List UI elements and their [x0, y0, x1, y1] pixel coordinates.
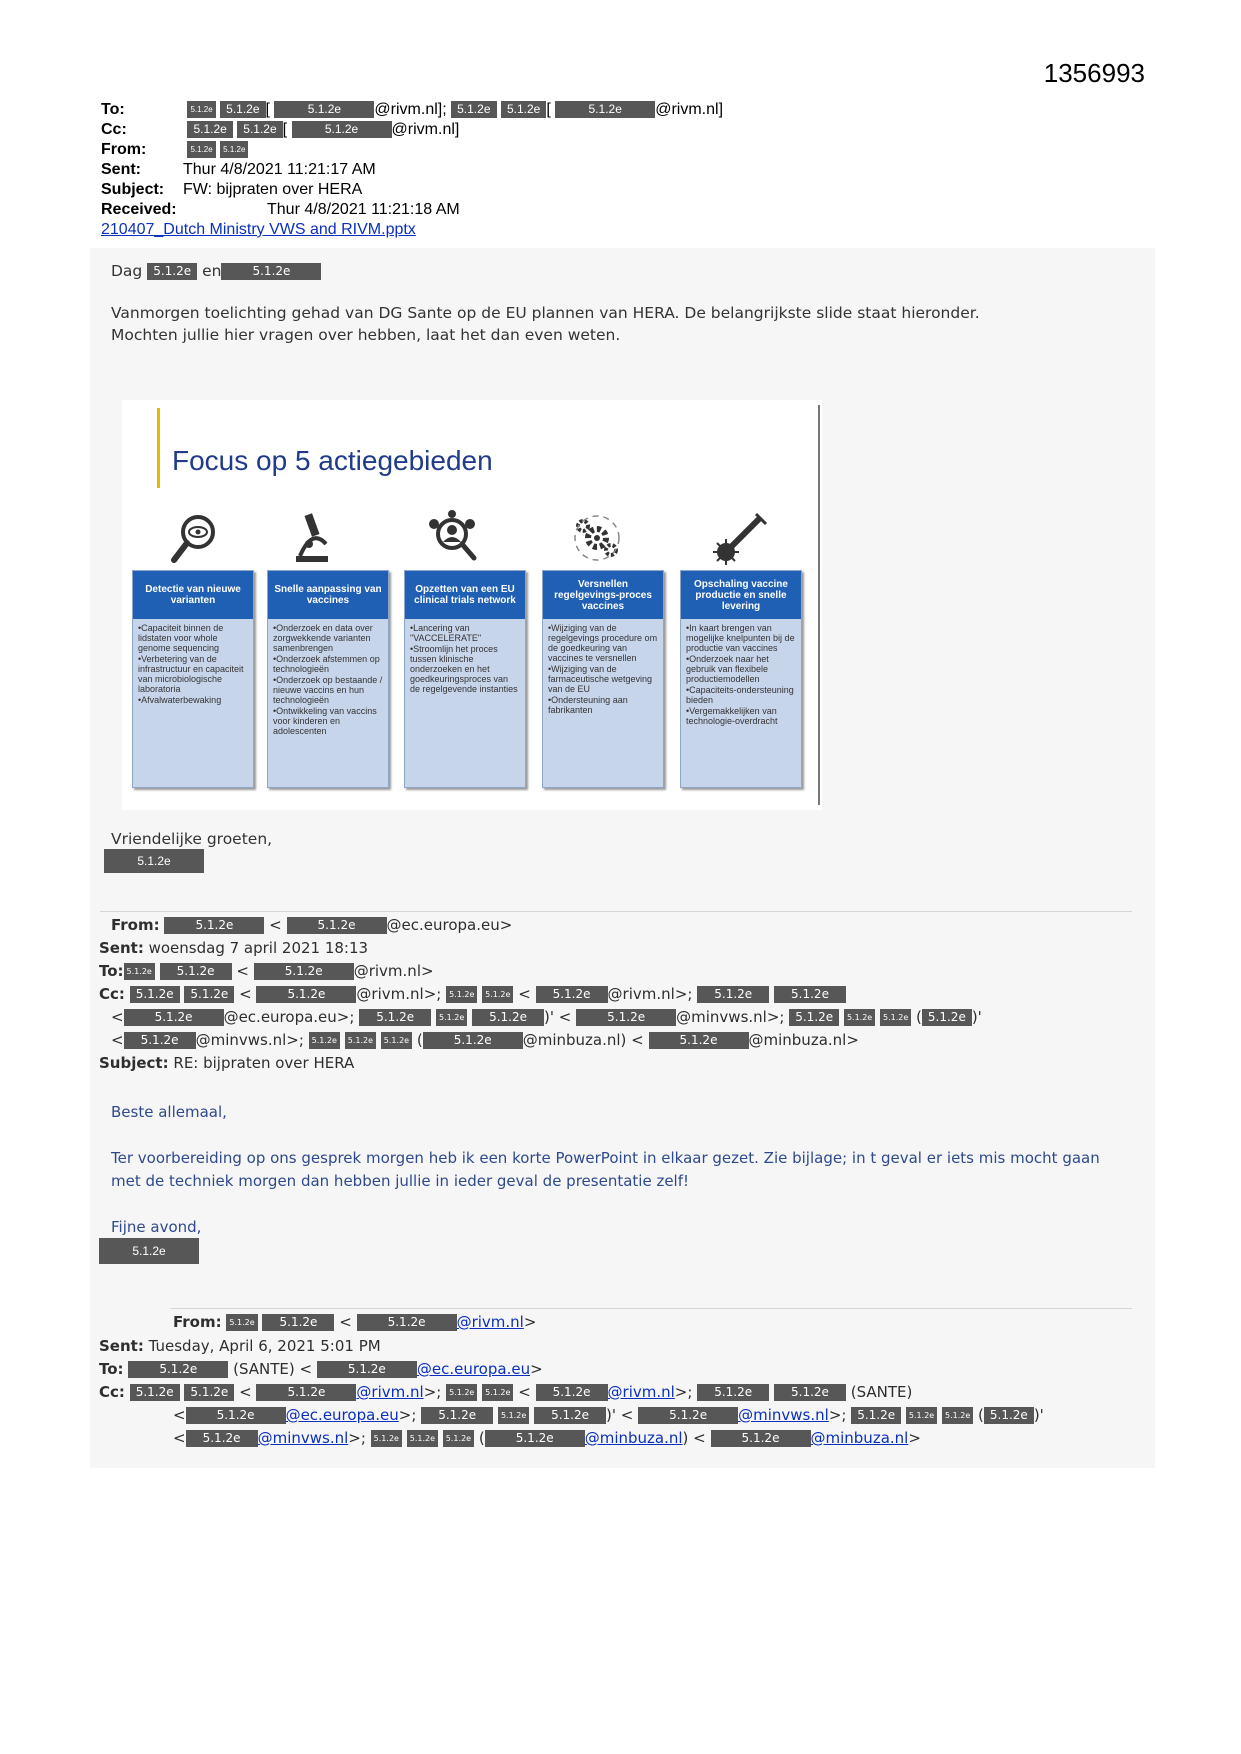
redaction: 5.1.2e — [187, 141, 215, 158]
from-domain: @ec.europa.eu> — [386, 916, 513, 934]
msg3-cc-line2: < 5.1.2e @ec.europa.eu>; 5.1.2e 5.1.2e 5.1.2e )' < 5.1.2e @minvws.nl>; 5.1.2e 5.1.2e 5.1.2e ( 5.1.2e )' — [173, 1406, 1044, 1424]
sent-value: woensdag 7 april 2021 18:13 — [148, 939, 369, 957]
card-heading: Opschaling vaccine productie en snelle levering — [681, 571, 801, 619]
card-items — [133, 619, 253, 710]
msg2-to: To: 5.1.2e 5.1.2e < 5.1.2e @rivm.nl> — [99, 962, 434, 980]
redaction: 5.1.2e — [774, 986, 846, 1003]
cc-domain: @ec.europa.eu>; — [223, 1008, 355, 1026]
subject-label: Subject: — [99, 1054, 169, 1072]
card-item: •Verbetering van de infrastructuur en capaciteit van microbiologische laboratoria — [138, 654, 244, 694]
redaction: 5.1.2e — [124, 1032, 196, 1049]
from-label: From: — [101, 141, 147, 158]
card-item: •Wijziging van de farmaceutische wetgeving van de EU — [548, 664, 653, 694]
body-line-2: Mochten jullie hier vragen over hebben, laat het dan even weten. — [111, 326, 621, 344]
redaction: 5.1.2e — [536, 986, 608, 1003]
cc-domain: @rivm.nl>; — [607, 985, 693, 1003]
sent-label: Sent: — [99, 939, 144, 957]
redaction: 5.1.2e — [164, 917, 264, 934]
card-item: •Stroomlijn het proces tussen klinische onderzoeken en het goedkeuringsproces van de regelgevende instanties — [410, 644, 518, 694]
redaction: 5.1.2e — [942, 1407, 973, 1424]
redaction: 5.1.2e — [472, 1009, 544, 1026]
msg2-closing: Fijne avond, — [111, 1218, 202, 1236]
redaction: 5.1.2e — [221, 263, 321, 280]
card-item: •Capaciteits-ondersteuning bieden — [686, 685, 794, 705]
subject-value: RE: bijpraten over HERA — [173, 1054, 355, 1072]
subject-label: Subject: — [101, 181, 165, 198]
card-item: •Vergemakkelijken van technologie-overdracht — [686, 706, 778, 726]
action-card — [404, 570, 526, 788]
redaction: 5.1.2e — [407, 1430, 438, 1447]
redaction: 5.1.2e — [317, 1361, 417, 1378]
redaction: 5.1.2e — [237, 121, 282, 138]
to-domain: @rivm.nl] — [655, 101, 724, 118]
redaction: 5.1.2e — [147, 263, 197, 280]
card-item: •Ondersteuning aan fabrikanten — [548, 695, 628, 715]
msg2-sent — [99, 937, 368, 960]
from-label: From: — [173, 1313, 222, 1331]
separator — [100, 911, 1132, 912]
cc-label: Cc: — [99, 985, 125, 1003]
redaction: 5.1.2e — [130, 1384, 180, 1401]
action-card — [132, 570, 254, 788]
redaction: 5.1.2e — [220, 141, 248, 158]
redaction: 5.1.2e — [186, 1430, 258, 1447]
email-link[interactable]: @rivm.nl — [456, 1313, 524, 1331]
card-item: •Lancering van "VACCELERATE" — [410, 623, 482, 643]
msg2-cc-line2: < 5.1.2e @ec.europa.eu>; 5.1.2e 5.1.2e 5.1.2e )' < 5.1.2e @minvws.nl>; 5.1.2e 5.1.2e 5.1.2e ( 5.1.2e )' — [111, 1008, 982, 1026]
redaction: 5.1.2e — [371, 1430, 402, 1447]
to-label: To: — [99, 962, 124, 980]
redaction: 5.1.2e — [922, 1009, 972, 1026]
card-items — [543, 619, 663, 720]
msg3-to: To: 5.1.2e (SANTE) < 5.1.2e @ec.europa.eu> — [99, 1360, 543, 1378]
separator — [170, 1308, 1132, 1309]
header-received — [101, 200, 460, 220]
email-link[interactable]: @minbuza.nl — [584, 1429, 683, 1447]
to-domain: @rivm.nl> — [353, 962, 434, 980]
to-label: To: — [101, 101, 125, 118]
card-heading: Versnellen regelgevings-proces vaccines — [543, 571, 663, 619]
header-from — [101, 140, 248, 160]
people-search-icon — [422, 508, 482, 568]
redaction: 5.1.2e — [256, 986, 356, 1003]
redaction: 5.1.2e — [292, 121, 392, 138]
redaction: 5.1.2e — [649, 1032, 749, 1049]
redaction: 5.1.2e — [451, 101, 496, 118]
redaction: 5.1.2e — [359, 1009, 431, 1026]
msg2-from: From: 5.1.2e < 5.1.2e @ec.europa.eu> — [111, 916, 513, 934]
card-heading: Opzetten van een EU clinical trials network — [405, 571, 525, 619]
redaction: 5.1.2e — [482, 1384, 513, 1401]
redaction: 5.1.2e — [576, 1009, 676, 1026]
card-item: •Afvalwaterbewaking — [138, 695, 222, 705]
cc-label: Cc: — [99, 1383, 125, 1401]
redaction: 5.1.2e — [104, 849, 204, 873]
cc-domain: @minvws.nl>; — [195, 1031, 304, 1049]
cc-domain: @minvws.nl>; — [676, 1008, 785, 1026]
action-card — [542, 570, 664, 788]
card-heading: Detectie van nieuwe varianten — [133, 571, 253, 619]
header-cc: Cc: 5.1.2e 5.1.2e [ 5.1.2e @rivm.nl] — [101, 121, 460, 138]
msg3-cc: Cc: 5.1.2e 5.1.2e < 5.1.2e @rivm.nl>; 5.1.2e 5.1.2e < 5.1.2e @rivm.nl>; 5.1.2e 5.1.2e (SANTE) — [99, 1383, 913, 1401]
redaction: 5.1.2e — [501, 101, 546, 118]
redaction: 5.1.2e — [851, 1407, 901, 1424]
redaction: 5.1.2e — [697, 986, 769, 1003]
redaction: 5.1.2e — [446, 1384, 477, 1401]
redaction: 5.1.2e — [880, 1009, 911, 1026]
card-item: •Wijziging van de regelgevings procedure om de goedkeuring van vaccines te versnellen — [548, 623, 658, 663]
to-domain: @rivm.nl]; — [374, 101, 447, 118]
msg3-cc-line3: < 5.1.2e @minvws.nl>; 5.1.2e 5.1.2e 5.1.2e ( 5.1.2e @minbuza.nl) < 5.1.2e @minbuza.nl> — [173, 1429, 921, 1447]
card-item: •Ontwikkeling van vaccins voor kinderen en adolescenten — [273, 706, 377, 736]
email-link[interactable]: @minvws.nl — [257, 1429, 349, 1447]
document-number: 1356993 — [1043, 58, 1145, 88]
redaction: 5.1.2e — [789, 1009, 839, 1026]
to-label: To: — [99, 1360, 124, 1378]
redaction: 5.1.2e — [697, 1384, 769, 1401]
cc-label: Cc: — [101, 121, 127, 138]
redaction: 5.1.2e — [184, 986, 234, 1003]
redaction: 5.1.2e — [274, 101, 374, 118]
redaction: 5.1.2e — [485, 1430, 585, 1447]
sent-label: Sent: — [99, 1337, 144, 1355]
from-label: From: — [111, 916, 160, 934]
header-to: To: 5.1.2e 5.1.2e [ 5.1.2e @rivm.nl]; 5.1.2e 5.1.2e [ 5.1.2e @rivm.nl] — [101, 101, 724, 118]
redaction: 5.1.2e — [309, 1032, 340, 1049]
cc-sante: (SANTE) — [850, 1383, 913, 1401]
msg2-body-line-2: met de techniek morgen dan hebben jullie in ieder geval de presentatie zelf! — [111, 1172, 690, 1190]
closing: Vriendelijke groeten, — [111, 830, 273, 848]
redaction: 5.1.2e — [638, 1407, 738, 1424]
vaccine-syringe-icon — [710, 508, 770, 568]
received-value: Thur 4/8/2021 11:21:18 AM — [267, 201, 460, 218]
redaction: 5.1.2e — [187, 101, 215, 118]
msg2-greeting: Beste allemaal, — [111, 1103, 227, 1121]
cc-domain: @minbuza.nl> — [748, 1031, 859, 1049]
msg2-subject — [99, 1052, 354, 1075]
redaction: 5.1.2e — [160, 963, 232, 980]
redaction: 5.1.2e — [262, 1314, 334, 1331]
header-sent — [101, 160, 376, 180]
sent-label: Sent: — [101, 161, 141, 178]
redaction: 5.1.2e — [482, 986, 513, 1003]
cc-domain: @minbuza.nl) < — [522, 1031, 644, 1049]
redaction: 5.1.2e — [226, 1314, 257, 1331]
greeting-line — [111, 260, 321, 282]
to-sante: (SANTE) < — [233, 1360, 313, 1378]
email-link[interactable]: @ec.europa.eu — [285, 1406, 399, 1424]
email-link[interactable]: @rivm.nl — [607, 1383, 675, 1401]
redaction: 5.1.2e — [357, 1314, 457, 1331]
redaction: 5.1.2e — [774, 1384, 846, 1401]
action-card — [680, 570, 802, 788]
redaction: 5.1.2e — [534, 1407, 606, 1424]
slide-accent-bar — [157, 408, 160, 488]
redaction: 5.1.2e — [124, 1009, 224, 1026]
redaction: 5.1.2e — [124, 963, 155, 980]
redaction: 5.1.2e — [443, 1430, 474, 1447]
card-item: •Capaciteit binnen de lidstaten voor whole genome sequencing — [138, 623, 224, 653]
attachment-file[interactable]: 210407_Dutch Ministry VWS and RIVM.pptx — [101, 221, 416, 238]
gears-icon — [567, 508, 627, 568]
redaction: 5.1.2e — [446, 986, 477, 1003]
cc-domain: @rivm.nl>; — [356, 985, 442, 1003]
msg2-body-line-1: Ter voorbereiding op ons gesprek morgen heb ik een korte PowerPoint in elkaar gezet. Zie bijlage; in t geval er iets mis mocht gaan — [111, 1149, 1100, 1167]
action-card — [267, 570, 389, 788]
redaction: 5.1.2e — [184, 1384, 234, 1401]
redaction: 5.1.2e — [984, 1407, 1034, 1424]
embedded-slide — [122, 400, 822, 810]
card-item: •Onderzoek en data over zorgwekkende varianten samenbrengen — [273, 623, 373, 653]
msg3-sent — [99, 1335, 381, 1358]
email-link[interactable]: @minvws.nl — [738, 1406, 829, 1424]
card-item: •Onderzoek op bestaande / nieuwe vaccins en hun technologieën — [273, 675, 383, 705]
redaction: 5.1.2e — [287, 917, 387, 934]
sent-value: Tuesday, April 6, 2021 5:01 PM — [148, 1337, 381, 1355]
sent-value: Thur 4/8/2021 11:21:17 AM — [183, 161, 376, 178]
email-link[interactable]: @rivm.nl — [356, 1383, 424, 1401]
msg3-from: From: 5.1.2e 5.1.2e < 5.1.2e @rivm.nl> — [173, 1313, 537, 1331]
email-link[interactable]: @ec.europa.eu — [416, 1360, 531, 1378]
attachment-link[interactable] — [101, 220, 416, 240]
received-label: Received: — [101, 201, 177, 218]
redaction: 5.1.2e — [436, 1009, 467, 1026]
magnifier-eye-icon — [164, 508, 224, 568]
header-subject — [101, 180, 362, 200]
redaction: 5.1.2e — [345, 1032, 376, 1049]
redaction: 5.1.2e — [536, 1384, 608, 1401]
redaction: 5.1.2e — [906, 1407, 937, 1424]
card-heading: Snelle aanpassing van vaccines — [268, 571, 388, 619]
msg2-cc-line3: < 5.1.2e @minvws.nl>; 5.1.2e 5.1.2e 5.1.2e ( 5.1.2e @minbuza.nl) < 5.1.2e @minbuza.nl> — [111, 1031, 859, 1049]
card-items — [681, 619, 801, 731]
redaction: 5.1.2e — [256, 1384, 356, 1401]
greeting-word: Dag — [111, 262, 143, 280]
email-link[interactable]: @minbuza.nl — [810, 1429, 909, 1447]
redaction: 5.1.2e — [254, 963, 354, 980]
redaction: 5.1.2e — [130, 986, 180, 1003]
redaction: 5.1.2e — [186, 1407, 286, 1424]
redaction: 5.1.2e — [844, 1009, 875, 1026]
card-items — [405, 619, 525, 699]
redaction: 5.1.2e — [498, 1407, 529, 1424]
slide-divider — [818, 405, 820, 805]
redaction: 5.1.2e — [381, 1032, 412, 1049]
greeting-and: en — [202, 262, 222, 280]
redaction: 5.1.2e — [423, 1032, 523, 1049]
slide-title: Focus op 5 actiegebieden — [172, 445, 493, 476]
redaction: 5.1.2e — [99, 1238, 199, 1264]
redaction: 5.1.2e — [421, 1407, 493, 1424]
card-item: •Onderzoek afstemmen op technologieën — [273, 654, 380, 674]
redaction: 5.1.2e — [711, 1430, 811, 1447]
redaction: 5.1.2e — [187, 121, 232, 138]
msg2-cc: Cc: 5.1.2e 5.1.2e < 5.1.2e @rivm.nl>; 5.1.2e 5.1.2e < 5.1.2e @rivm.nl>; 5.1.2e 5.1.2e — [99, 983, 846, 1006]
card-item: •In kaart brengen van mogelijke knelpunten bij de productie van vaccines — [686, 623, 795, 653]
microscope-icon — [282, 508, 342, 568]
redaction: 5.1.2e — [555, 101, 655, 118]
card-item: •Onderzoek naar het gebruik van flexibele productiemodellen — [686, 654, 769, 684]
body-line-1: Vanmorgen toelichting gehad van DG Sante op de EU plannen van HERA. De belangrijkste slide staat hieronder. — [111, 304, 980, 322]
redaction: 5.1.2e — [220, 101, 265, 118]
redaction: 5.1.2e — [128, 1361, 228, 1378]
cc-domain: @rivm.nl] — [391, 121, 460, 138]
subject-value: FW: bijpraten over HERA — [183, 181, 363, 198]
card-items — [268, 619, 388, 741]
